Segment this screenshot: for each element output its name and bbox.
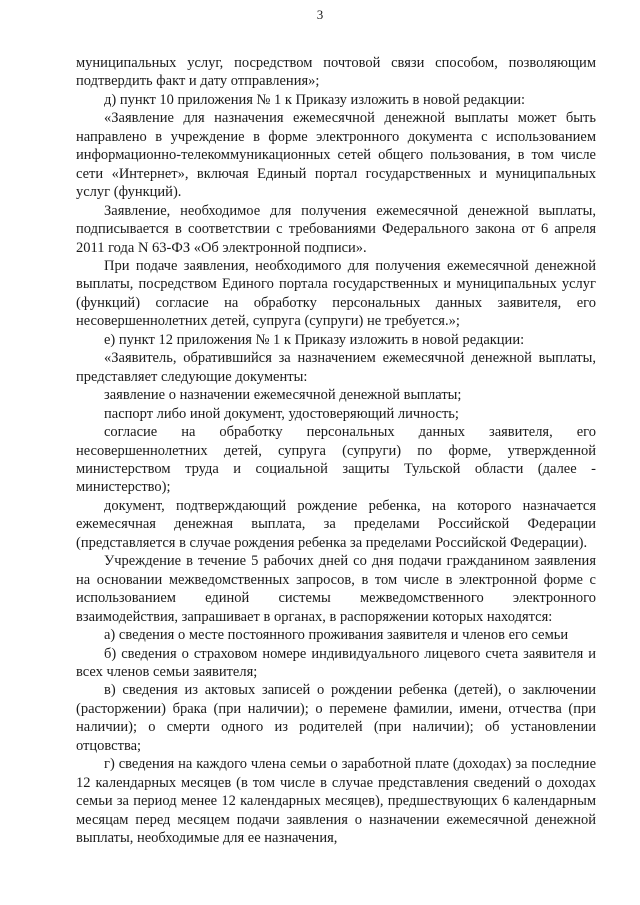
paragraph: д) пункт 10 приложения № 1 к Приказу изложить в новой редакции: bbox=[104, 91, 526, 108]
paragraph: паспорт либо иной документ, удостоверяющий личность; bbox=[104, 405, 459, 422]
paragraph: в) сведения из актовых записей о рождении ребенка (детей), о заключении (расторжении) брака (при наличии); о перемене фамилии, имени, отчества (при наличии); о смерти одного из родителей (при наличии); об установлении отцовства; bbox=[76, 682, 596, 754]
paragraph: а) сведения о месте постоянного проживания заявителя и членов его семьи bbox=[104, 627, 569, 644]
paragraph: При подаче заявления, необходимого для получения ежемесячной денежной выплаты, посредством Единого портала государственных и муниципальных услуг (функций) согласие на обработку персональных данных заявителя, его несовершеннолетних детей, супруга (супруги) не требуется.»; bbox=[76, 257, 596, 330]
paragraph: б) сведения о страховом номере индивидуального лицевого счета заявителя и всех членов семьи заявителя; bbox=[76, 645, 596, 680]
paragraph: «Заявление для назначения ежемесячной денежной выплаты может быть направлено в учреждение в форме электронного документа с использованием информационно-телекоммуникационных сетей общего пользования, в том числе сети «Интернет», включая Единый портал государственных и муниципальных услуг (функций). bbox=[76, 110, 596, 201]
paragraph: Заявление, необходимое для получения ежемесячной денежной выплаты, подписывается в соответствии с требованиями Федерального закона от 6 апреля 2011 года N 63-ФЗ «Об электронной подписи». bbox=[76, 202, 596, 256]
paragraph: согласие на обработку персональных данных заявителя, его несовершеннолетних детей, супруга (супруги) по форме, утвержденной министерством труда и социальной защиты Тульской области (далее - министерство); bbox=[76, 424, 596, 496]
paragraph: документ, подтверждающий рождение ребенка, на которого назначается ежемесячная денежная выплата, за пределами Российской Федерации (представляется в случае рождения ребенка за пределами Российской Федерации). bbox=[76, 497, 596, 551]
paragraph: муниципальных услуг, посредством почтовой связи способом, позволяющим подтвердить факт и дату отправления»; bbox=[76, 55, 596, 90]
paragraph: «Заявитель, обратившийся за назначением ежемесячной денежной выплаты, представляет следующие документы: bbox=[76, 350, 596, 385]
paragraph: заявление о назначении ежемесячной денежной выплаты; bbox=[104, 387, 462, 404]
page-number: 3 bbox=[316, 7, 324, 22]
document-body bbox=[76, 54, 596, 847]
paragraph: г) сведения на каждого члена семьи о заработной плате (доходах) за последние 12 календарных месяцев (в том числе в случае представления сведений о доходах семьи за период менее 12 календарных месяцев), предшествующих 6 календарным месяцам перед месяцем подачи заявления о назначении ежемесячной денежной выплаты, необходимые для ее назначения, bbox=[76, 756, 596, 847]
paragraph: е) пункт 12 приложения № 1 к Приказу изложить в новой редакции: bbox=[104, 331, 525, 348]
paragraph: Учреждение в течение 5 рабочих дней со дня подачи гражданином заявления на основании межведомственных запросов, в том числе в электронной форме с использованием единой системы межведомственного электронного взаимодействия, запрашивает в органах, в распоряжении которых находятся: bbox=[76, 553, 596, 625]
